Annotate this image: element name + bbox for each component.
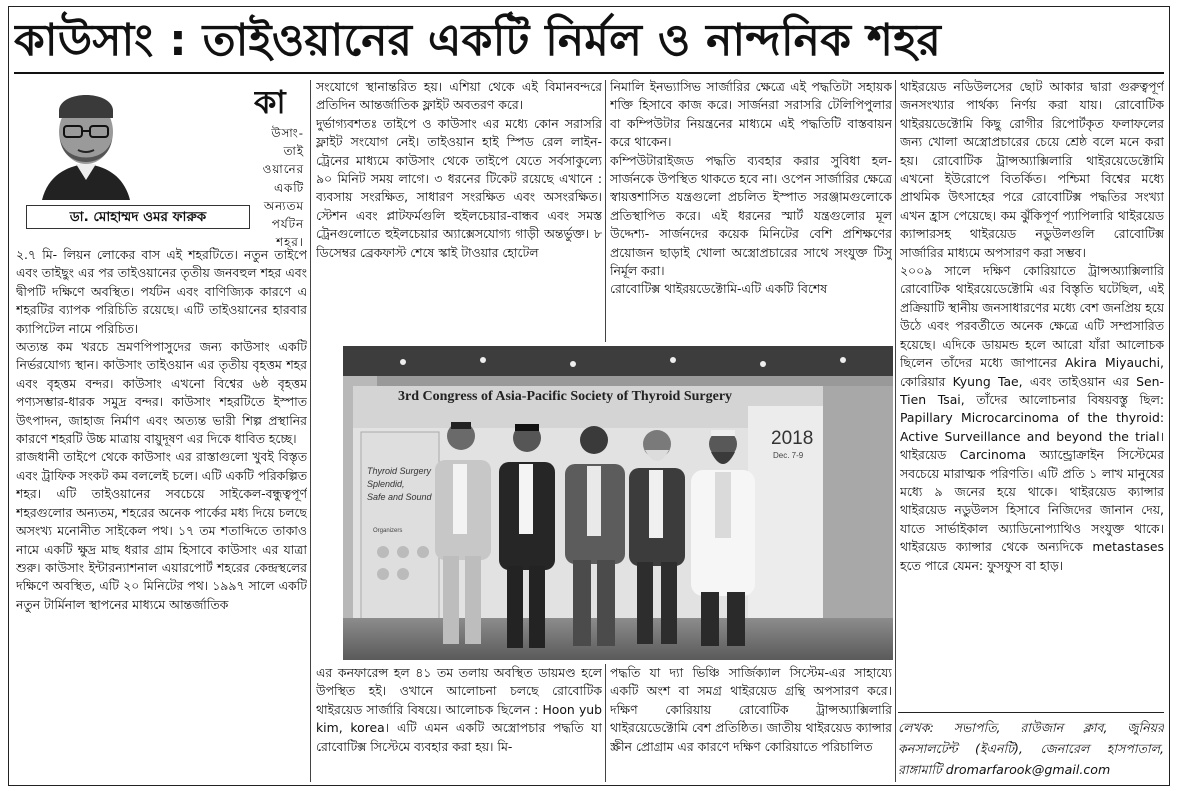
column-3-top	[610, 78, 892, 342]
column-3-bottom	[610, 664, 892, 782]
intro-line: উসাং-	[271, 126, 304, 140]
page-border-left	[8, 6, 9, 785]
conference-photo-graphic	[343, 346, 893, 660]
paragraph	[16, 246, 307, 338]
intro-line: ওয়ানের	[262, 162, 304, 177]
column-divider	[605, 80, 606, 342]
intro-line: একটি	[273, 180, 304, 195]
column-divider	[895, 80, 896, 782]
poster-line: Safe and Sound	[367, 492, 432, 502]
intro-line: শহর।	[276, 235, 304, 250]
banner-title: 3rd Congress of Asia-Pacific Society of Thyroid Surgery	[398, 389, 733, 404]
paragraph: রাজধানী তাইপে থেকে কাউসাং এর রাস্তাগুলো খুবই বিস্তৃত এবং ট্রাফিক সংকট কম বললেই চলে। এটি একটি পরিকল্পিত শহর। এটি তাইওয়ানের সবচেয়ে সাইকেল-বন্ধুত্বপূর্ণ শহরগুলোর অন্যতম, শহরের অনেক পার্কের মধ্য দিয়ে চলছে অসংখ্য মনোনীত সাইকেল পথ। ১৭ তম শতাব্দিতে তাকাও নামে একটি ক্ষুদ্র মাছ ধরার গ্রাম হিসাবে কাউসাং এর যাত্রা শুরু। কাউসাং ইন্টারন্যাশনাল এয়ারপোর্ট শহরের কেন্দ্রস্থলের দক্ষিণে অবস্থিত, এটি ২০ মিনিটের পথ। ১৯৯৭ সালে একটি নতুন টার্মিনাল স্থাপনের মাধ্যমে আন্তর্জাতিক	[16, 449, 307, 612]
paragraph: কম্পিউটারাইজড পদ্ধতি ব্যবহার করার সুবিধা হল-সার্জনকে উপস্থিত থাকতে হবে না। ওপেন সার্জারির ক্ষেত্রে স্বায়ত্তশাসিত যন্ত্রগুলো প্রচলিত ইস্পাত সরঞ্জামগুলোকে প্রতিস্থাপিত করে। এই ধরনের স্মার্ট যন্ত্রগুলোর মূল উদ্দেশ্য- সার্জনদের কয়েক মিনিটের বেশি প্রশিক্ষণের প্রয়োজন ছাড়াই খোলা অস্ত্রোপ্রচারের সাথে সংযুক্ত টিসু নির্মূল করা।	[610, 152, 892, 279]
intro-dropcap: কা	[254, 83, 286, 121]
column-2-top	[316, 78, 602, 342]
intro-continuation: ২.৭ মি-	[16, 247, 58, 262]
page-border-right	[1169, 6, 1170, 785]
author-name: ডা. মোহাম্মদ ওমর ফারুক	[26, 205, 250, 229]
paragraph-text: লিয়ন লোকের বাস এই শহরটিতে। নতুন তাইপে এবং তাইছুং এর পর তাইওয়ানের তৃতীয় জনবহুল শহর এবং দ্বীপটি দক্ষিণে অবস্থিত। পর্যটন এবং বাণিজ্যিক কারণে এ শহরটির ব্যাপক পরিচিতি রয়েছে। এটি তাইওয়ানের হারবার ক্যাপিটেল নামে পরিচিত।	[16, 247, 307, 336]
headline-rule	[14, 72, 1164, 74]
column-divider	[605, 664, 606, 782]
paragraph: দুর্ভাগ্যবশতঃ তাইপে ও কাউসাং এর মধ্যে কোন সরাসরি ফ্লাইট সংযোগ নেই। তাইওয়ান হাই স্পিড রেল লাইন-ট্রেনের মাধ্যমে কাউসাং থেকে তাইপে যেতে সর্বসাকুল্যে ৯০ মিনিট সময় লাগে। ৩ ধরনের টিকেট রয়েছে এখানে : ব্যবসায় সংরক্ষিত, সাধারণ সংরক্ষিত এবং অসংরক্ষিত। স্টেশন এবং প্লাটফর্মগুলি হুইলচেয়ার-বান্ধব এবং সমস্ত ট্রেনগুলোতে হুইলচেয়ার অ্যাক্সেসযোগ্য গাড়ী অন্তর্ভুক্ত। ৮ ডিসেম্বর ব্রেকফাস্ট শেষে স্কাই টাওয়ার হোটেল	[316, 115, 602, 260]
banner-year: 2018	[771, 428, 814, 449]
intro-line: পর্যটন	[271, 217, 304, 232]
page-border-top	[8, 6, 1170, 7]
page-border-bottom	[8, 785, 1170, 786]
intro-line: অন্যতম	[263, 198, 304, 213]
column-4	[900, 78, 1164, 710]
headline: কাউসাং : তাইওয়ানের একটি নির্মল ও নান্দনিক শহর	[14, 15, 942, 66]
column-2-bottom	[316, 664, 602, 782]
paragraph: সংযোগে স্থানান্তরিত হয়। এশিয়া থেকে এই বিমানবন্দরে প্রতিদিন আন্তর্জাতিক ফ্লাইট অবতরণ করে।	[316, 79, 602, 113]
author-footer-note: লেখক: সভাপতি, রাউজান ক্লাব, জুনিয়র কনসালটেন্ট (ইএনটি), জেনারেল হাসপাতাল, রাঙ্গামাটি dromarfarook@gmail.com	[898, 720, 1164, 777]
conference-photo	[343, 346, 893, 660]
paragraph: পদ্ধতি যা দ্যা ভিঞ্চি সার্জিক্যাল সিস্টেম-এর সাহায্যে একটি অংশ বা সমগ্র থাইরয়েড গ্রন্থি অপসারণ করে। দক্ষিণ কোরিয়ায় রোবোটিক ট্রান্সঅ্যাক্সিলারি থাইরয়েডেক্টোমি বেশ প্রতিষ্ঠিত। জাতীয় থাইরয়েড ক্যান্সার স্ক্রীন প্রোগ্রাম এর কারণে দক্ষিণ কোরিয়াতে পরিচালিত	[610, 665, 892, 754]
poster-sub: Organizers	[373, 528, 403, 534]
poster-line: Splendid,	[367, 479, 405, 489]
footer-rule	[898, 712, 1164, 713]
paragraph: থাইরয়েড নডিউলসের ছোট আকার দ্বারা গুরুত্বপূর্ণ জনসংখ্যার পার্থক্য নির্ণয় করা যায়। রোবোটিক থাইরয়ডেক্টোমি কিছু রোগীর রিপোর্টকৃত ফলাফলের জন্য খোলা অস্ত্রোপ্রচারের চেয়ে শ্রেষ্ঠ বলে মনে করা হয়। রোবোটিক ট্রান্সঅ্যাক্সিলারি থাইরয়েডেক্টোমি এখনো ইউরোপে বিতর্কিত। পশ্চিমা বিশ্বের মধ্যে প্রাথমিক উৎসাহের পরে রোবোটিক্স পদ্ধতির সংখ্যা এখন হ্রাস পেয়েছে। কম ঝুঁকিপূর্ণ প্যাপিলারি থাইরয়েড ক্যান্সারসহ থাইরয়েড নডুউলগুলি রোবোটিক্স সার্জারির মাধ্যমে অপসারণ করা সম্ভব।	[900, 79, 1164, 260]
author-photo	[30, 80, 142, 200]
paragraph: রোবোটিক্স থাইরয়ডেক্টোমি-এটি একটি বিশেষ	[610, 281, 828, 297]
intro-narrow-column	[254, 124, 304, 252]
paragraph: ২০০৯ সালে দক্ষিণ কোরিয়াতে ট্রান্সঅ্যাক্সিলারি রোবোটিক থাইরয়েডেক্টোমি এর বিস্তৃতি ঘটেছিল, এই প্রক্রিয়াটি স্থানীয় জনসাধারণের মধ্যে বেশ জনপ্রিয় হয়ে উঠে এবং পরবর্তীতে অনেক ক্ষেত্রে এটি সম্প্রসারিত হয়েছে। এদিকে ডায়মন্ড হলে আরো যাঁরা আলোচক ছিলেন তাঁদের মধ্যে জাপানের Akira Miyauchi, কোরিয়ার Kyung Tae, এবং তাইওয়ান এর Sen-Tien Tsai, তাঁদের আলোচনার বিষয়বস্তু ছিল: Papillary Microcarcinoma of the thyroid: Active Surveillance and beyond the trial। থাইরয়েড Carcinoma অ্যান্ড্রোক্রাইন সিস্টেমের সবচেয়ে মারাত্মক পরিণতি। এটি প্রতি ১ লাখ মানুষের মধ্যে ৯ জনের হয়ে থাকে। থাইরয়েড ক্যান্সার থাইরয়েড নডুউলস হিসাবে নিজিদের জানান দেয়, যাতে সার্ভাইকাল অ্যাডিনোপ্যাথিও সংযুক্ত থাকে। থাইরয়েড ক্যান্সার থেকে অন্যদিকে metastases হতে পারে যেমন: ফুসফুস বা হাড়।	[900, 263, 1164, 573]
banner-dates: Dec. 7-9	[773, 451, 804, 460]
paragraph: অত্যন্ত কম খরচে ভ্রমণপিপাসুদের জন্য কাউসাং একটি নির্ভরযোগ্য স্থান। কাউসাং তাইওয়ান এর তৃতীয় বৃহত্তম শহর এবং বৃহত্তম বন্দর। কাউসাং এখনো বিশ্বের ৬ষ্ঠ বৃহত্তম পণ্যসম্ভার-ধারক সমুদ্র বন্দর। কাউসাং শহরটিতে ইস্পাত উৎপাদন, জাহাজ নির্মাণ এবং অত্যন্ত ভারী শিল্প প্রস্থানির কারণে শহরটি উচ্চ মাত্রায় বায়ুদূষণ এর দিকে ধাবিত হচ্ছে।	[16, 339, 307, 447]
column-divider	[310, 80, 311, 782]
paragraph: এর কনফারেন্স হল ৪১ তম তলায় অবস্থিত ডায়মণ্ড হলে উপস্থিত হই। ওখানে আলোচনা চলছে রোবোটিক থাইরয়েড সার্জারি বিষয়ে। আলোচক ছিলেন : Hoon yub kim, korea। এটি এমন একটি অস্ত্রোপচার পদ্ধতি যা রোবোটিক্স সিস্টেমে ব্যবহার করা হয়। মি-	[316, 665, 602, 754]
paragraph: নিমালি ইনভ্যাসিভ সার্জারির ক্ষেত্রে এই পদ্ধতিটা সহায়ক শক্তি হিসাবে কাজ করে। সার্জনরা সরাসরি টেলিপিপুলার বা কম্পিউটার নিয়ন্ত্রনের মাধ্যমে এই পদ্ধতিটি বাস্তবায়ন করে থাকেন।	[610, 79, 892, 150]
poster-line: Thyroid Surgery	[367, 466, 432, 476]
intro-line: তাই	[283, 144, 304, 159]
column-1	[16, 246, 307, 782]
